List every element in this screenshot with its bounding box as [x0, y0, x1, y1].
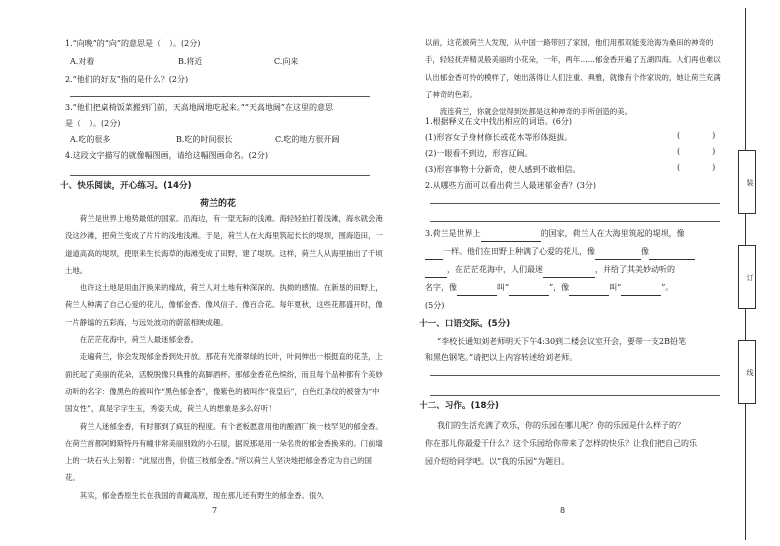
- q3-line-4: [425, 280, 673, 296]
- passage-paragraph-6: 其实，郁金香原生长在我国的青藏高原，现在那儿还有野生的郁金香。很久: [79, 490, 324, 500]
- question-4: 4.这段文字描写的就像幅图画，请给这幅图画命名。(2分): [65, 151, 268, 160]
- q1-item-3-blank[interactable]: ( ): [677, 163, 716, 172]
- page-number-left: 7: [212, 506, 218, 515]
- section-12-heading: 十二、习作。(18分): [419, 401, 499, 411]
- page-number-right: 8: [560, 506, 566, 515]
- q3-blank-2[interactable]: [425, 259, 443, 260]
- q1-item-1-blank[interactable]: ( ): [677, 131, 716, 140]
- q3-line4d: 叫“: [609, 283, 622, 292]
- q2-answer-line-2[interactable]: [430, 221, 720, 222]
- q1-option-b: B.将近: [178, 57, 203, 66]
- q1-item-2-blank[interactable]: ( ): [677, 147, 716, 156]
- passage-paragraph-3: 在茫茫花海中，荷兰人最迷郁金香。: [79, 335, 199, 345]
- q1-item-3: (3)形容事物十分新奇，使人感到不敢相信。: [425, 165, 581, 174]
- q3-line2-text: 一样。他们在田野上种满了心爱的花儿，像: [443, 247, 595, 256]
- binding-tab-2: 订: [738, 245, 756, 309]
- passage-paragraph-1: 荷兰是世界上地势最低的国家。沿海边，有一望无际的浅滩。海轻轻拍打着浅滩，海水就会淹没这沙滩，把荷兰变成了片片的浅地浅滩。于是，荷兰人在大海里筑起长长的堤坝，围海造田，一道道高高的堤坝，使原来生长海草的海滩变成了田野，建了堤坝。这样，荷兰人从海里抽出了千顷土地。: [65, 214, 383, 275]
- q3-line1b-text: 的国家，荷兰人在大海里筑起的堤坝，像: [540, 229, 685, 238]
- passage-paragraph-4: 走遍荷兰，你会发现郁金香到处开放。那花有光滑翠绿的长叶，叶间伸出一根挺直的花茎，上面托起了美丽的花朵，活脱脱像只典雅的高脚酒杯。那郁金香花色缤纷，而且每个品种都有个美妙动听的名字：像黑色的被叫作“黑色郁金香”，像紫色的被叫作“夜皇后”，白色红条纹的被誉为“中国女性”，真是字字生玉，秀姿天成，荷兰人的想象是多么好听！: [65, 352, 383, 414]
- q3-option-a: A.吃的很多: [70, 135, 111, 144]
- right-question-2: 2.从哪些方面可以看出荷兰人最迷郁金香？(3分): [425, 181, 596, 190]
- section-12-text-1: 我们的生活充满了欢乐，你的乐园在哪儿呢？你的乐园是什么样子的？: [437, 421, 685, 430]
- passage-paragraph-5: 荷兰人迷郁金香，有时都到了疯狂的程度。有个老板愿意用他的酿酒厂换一枝罕见的郁金香。在荷兰首都阿姆斯特丹有幢非常美丽别致的小石屋，据说那是用一朵名贵的郁金香换来的。门前墙上的一块石头上刻着：“此屋出售，价值三枝郁金香。”所以荷兰人坚决地把郁金香定为自己的国花。: [65, 421, 383, 483]
- q3-blank-9[interactable]: [569, 295, 609, 296]
- q3-blank-10[interactable]: [621, 295, 661, 296]
- q4-answer-line[interactable]: [70, 175, 370, 176]
- q3-blank-4[interactable]: [649, 259, 695, 260]
- q3-line4b: 叫“: [497, 283, 510, 292]
- q3-blank-5[interactable]: [425, 277, 447, 278]
- q3-line-2: [425, 244, 695, 260]
- section-11-heading: 十一、口语交际。(5分): [419, 319, 511, 329]
- q1-option-c: C.向来: [274, 57, 299, 66]
- question-3-line1: 3.“他们把桌椅饭菜搬到门前，天高地阔地吃起来。”“天高地阔”在这里的意思: [65, 103, 333, 112]
- q3-blank-6[interactable]: [543, 277, 595, 278]
- q3-line2b-text: 像: [641, 247, 649, 256]
- q3-line-3: [425, 262, 675, 278]
- q3-line4a: 名字，像: [425, 283, 457, 292]
- s11-answer-line-2[interactable]: [430, 395, 720, 396]
- q3-line-1: [425, 226, 685, 242]
- passage-body: [65, 210, 383, 504]
- q3-option-b: B.吃的时间很长: [176, 135, 233, 144]
- binding-tab-1: 装: [738, 150, 756, 214]
- right-question-1: 1.根据释义在文中找出相应的词语。(6分): [425, 117, 572, 126]
- q1-option-a: A.对着: [70, 57, 95, 66]
- question-3-line2: 是（ ）。(2分): [65, 119, 121, 128]
- q3-blank-8[interactable]: [509, 295, 549, 296]
- question-1: 1.“向晚”的“向”的意思是（ ）。(2分): [65, 39, 201, 48]
- passage-paragraph-2: 也许这土地是用血汗换来的缘故，荷兰人对土地有种深深的、执拗的感情。在新垦的田野上，荷兰人种满了自己心爱的花儿，像郁金香、像风信子、像百合花。每年夏秋，这些花都盛开时，像一片静谧的五彩海，与远处波动的蔚蓝相映成趣。: [65, 283, 383, 327]
- q3-line1-text: 3.荷兰是世界上: [425, 229, 481, 238]
- s11-answer-line-1[interactable]: [430, 375, 720, 376]
- q3-option-c: C.吃的地方很开阔: [275, 135, 340, 144]
- section-11-text-2: 和黑色钢笔。”请把以上内容转述给刘老师。: [425, 353, 578, 362]
- question-2: 2.“他们的好友”指的是什么？(2分): [65, 75, 189, 84]
- right-page: [405, 0, 720, 546]
- closing-text: 流连荷兰，你就会觉得到处都是这种神奇的手所创造的美。: [439, 107, 632, 117]
- q1-item-1: (1)形容女子身材修长或花木等形体挺拔。: [425, 133, 573, 142]
- q3-score: (5分): [425, 301, 445, 310]
- section-11-text-1: “李校长通知刘老师明天下午4:30到二楼会议室开会，要带一支2B铅笔: [437, 337, 687, 346]
- q2-answer-line-1[interactable]: [430, 203, 720, 204]
- section-12-text-3: 园介绍给同学吧。以“我的乐园”为题目。: [425, 457, 570, 466]
- passage-continuation: [425, 34, 725, 120]
- q3-blank-1[interactable]: [481, 241, 541, 242]
- binding-tab-3: 线: [738, 340, 756, 404]
- q3-line4e: ”。: [661, 283, 674, 292]
- q2-answer-line[interactable]: [70, 96, 370, 97]
- section-12-text-2: 你在那儿你最爱干什么？这个乐园给你带来了怎样的快乐？让我们把自己的乐: [425, 439, 697, 448]
- q3-blank-3[interactable]: [595, 259, 641, 260]
- q3-line3b-text: ，并给了其美妙动听的: [595, 265, 675, 274]
- continuation-text: 以前，这花被荷兰人发现，从中国一路带回了家园，他们用那双能变沧海为桑田的神奇的手，轻轻抚弄精灵般美丽的小花朵，一年，两年……郁金香开遍了五湖四海。人们再也难以认出郁金香可怜的模样了，她出落得让人们注重、典雅，就像有个作家说的，她让荷兰充满了神奇的色彩。: [425, 38, 721, 99]
- q1-item-2: (2)一眼看不到边，形容辽阔。: [425, 149, 533, 158]
- section-10-heading: 十、快乐阅读，开心练习。(14分): [60, 181, 192, 191]
- q3-line4c: ”，像: [549, 283, 570, 292]
- passage-title: 荷兰的花: [200, 199, 237, 209]
- q3-line3-text: ，在茫茫花海中，人们最迷: [447, 265, 543, 274]
- q3-blank-7[interactable]: [457, 295, 497, 296]
